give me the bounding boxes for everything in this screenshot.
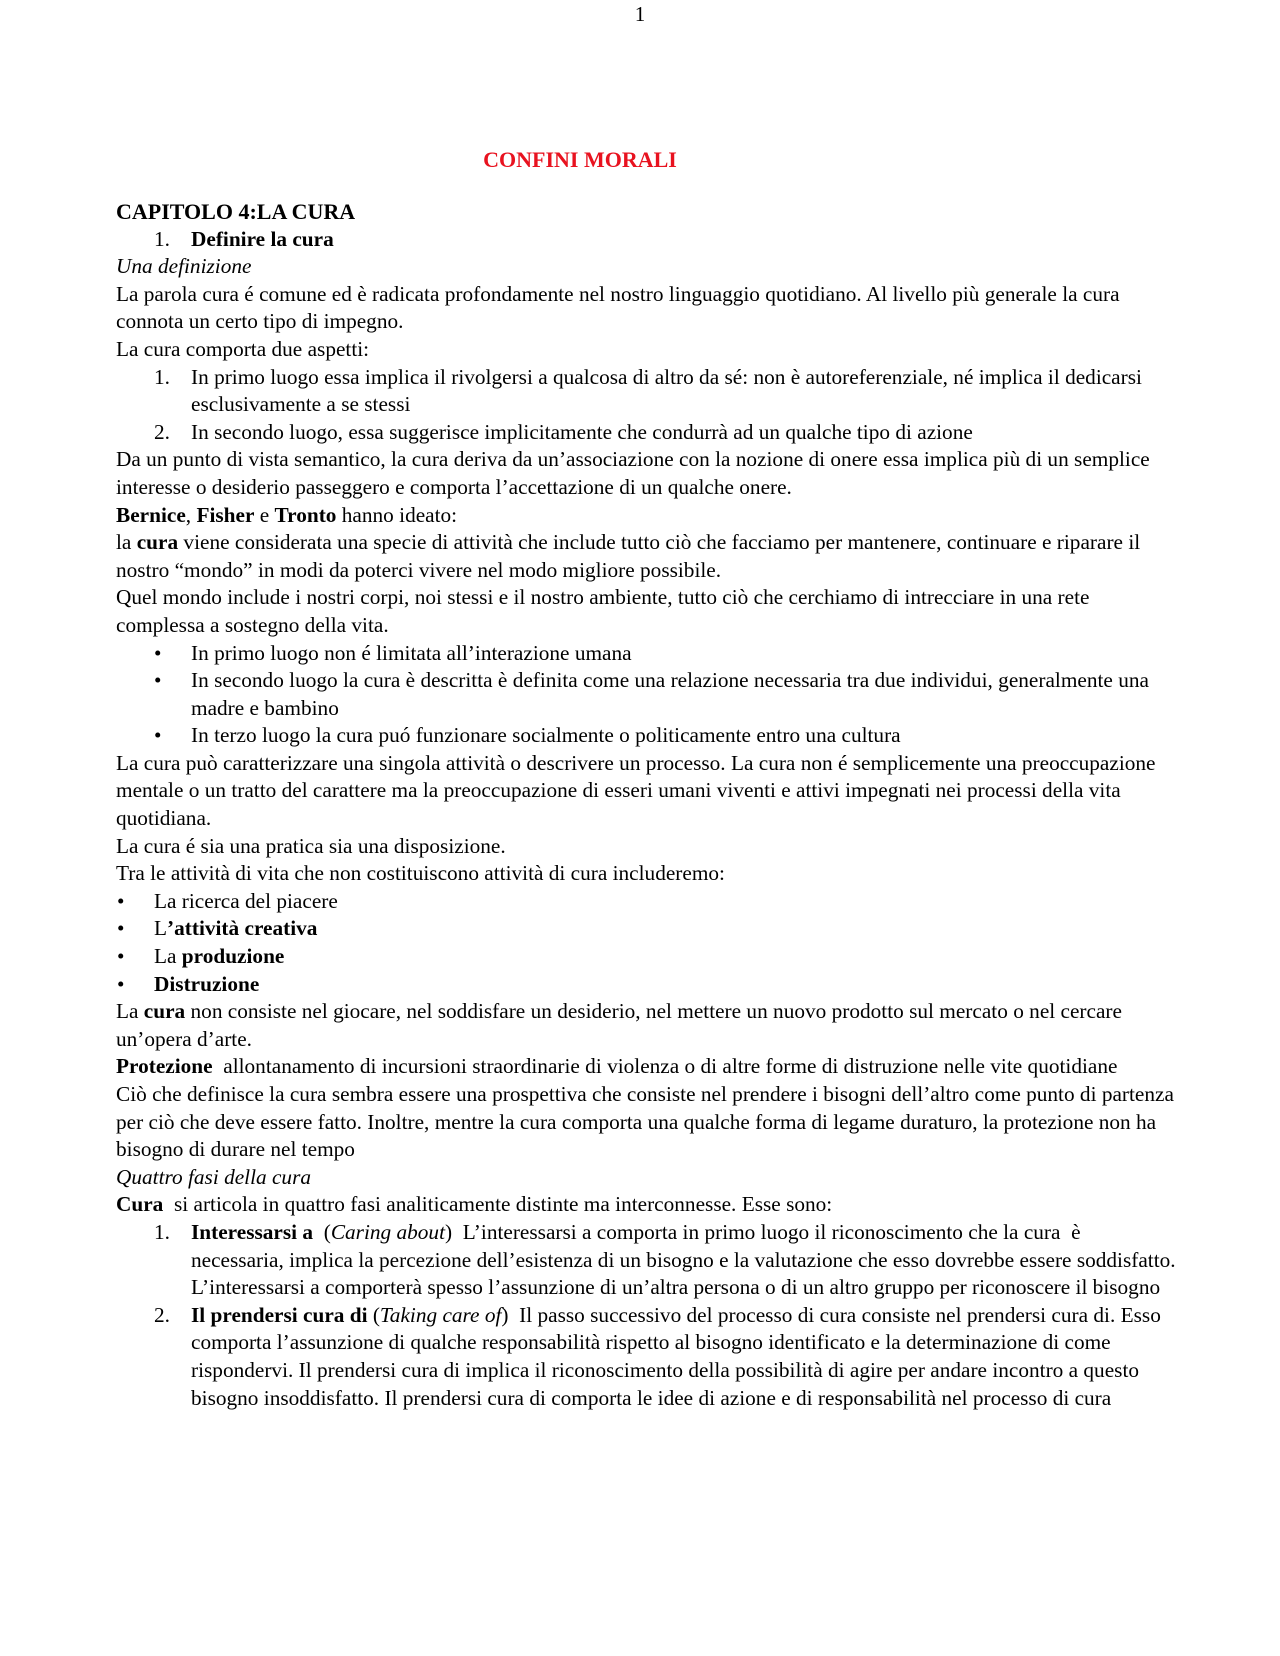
bullet: •	[154, 723, 162, 748]
non-care-item-4	[116, 971, 1176, 999]
page-number: 1	[634, 2, 646, 26]
bullet: •	[117, 888, 125, 913]
section-number: 1.	[154, 226, 170, 251]
list-text: In terzo luogo la cura puó funzionare socialmente o politicamente entro una cultura	[191, 723, 901, 748]
text-run: si articola in quattro fasi analiticamente distinte ma interconnesse. Esse sono:	[163, 1192, 833, 1217]
bold-run: Cura	[116, 1192, 164, 1217]
text-run: (	[313, 1219, 331, 1244]
bold-run: produzione	[181, 944, 285, 969]
phase-title: Il prendersi cura di	[191, 1302, 368, 1327]
non-care-item-1	[116, 888, 1176, 916]
paragraph-3: Da un punto di vista semantico, la cura deriva da un’associazione con la nozione di onere essa implica più di un semplice interesse o desiderio passeggero e comporta l’accettazione di un qualche onere.	[116, 447, 1150, 499]
aspect-item-1	[116, 364, 1176, 419]
aspect-item-2	[116, 419, 1176, 447]
text-run: (	[367, 1302, 380, 1327]
paragraph-9	[116, 998, 1176, 1053]
phase-title: Interessarsi a	[191, 1219, 314, 1244]
paragraph-5: Quel mondo include i nostri corpi, noi stessi e il nostro ambiente, tutto ciò che cerchiamo di intrecciare in una rete complessa a sostegno della vita.	[116, 585, 1090, 637]
paragraph-1: La parola cura é comune ed è radicata profondamente nel nostro linguaggio quotidiano. Al livello più generale la cura connota un certo tipo di impegno.	[116, 281, 1120, 334]
document-body	[116, 198, 1181, 1412]
list-text: L	[154, 916, 168, 941]
text-run: La	[116, 999, 144, 1024]
list-text: In primo luogo essa implica il rivolgersi a qualcosa di altro da sé: non è autoreferenziale, né implica il dedicarsi esclusivamente a se stessi	[191, 364, 1142, 417]
phase-english: Taking care of	[379, 1302, 502, 1327]
bullet: •	[154, 640, 162, 665]
bullet: •	[117, 916, 125, 941]
point-item-3	[116, 722, 1176, 750]
list-number: 2.	[154, 1302, 170, 1327]
list-number: 1.	[154, 1219, 170, 1244]
list-number: 1.	[154, 364, 170, 389]
authors-line	[116, 502, 1176, 530]
separator: ,	[185, 502, 197, 527]
phase-item-2	[116, 1302, 1176, 1412]
paragraph-6: La cura può caratterizzare una singola attività o descrivere un processo. La cura non é semplicemente una preoccupazione mentale o un tratto del carattere ma la preoccupazione di esseri umani viventi e attivi impegnati nei processi della vita quotidiana.	[116, 750, 1156, 831]
paragraph-2: La cura comporta due aspetti:	[116, 336, 370, 361]
bold-run: cura	[143, 999, 186, 1024]
paragraph-11: Ciò che definisce la cura sembra essere una prospettiva che consiste nel prendere i bisogni dell’altro come punto di partenza per ciò che deve essere fatto. Inoltre, mentre la cura comporta una qualche forma di legame duraturo, la protezione non ha bisogno di durare nel tempo	[116, 1082, 1174, 1162]
subheading-fasi: Quattro fasi della cura	[116, 1164, 312, 1189]
text-run: allontanamento di incursioni straordinarie di violenza o di altre forme di distruzione nelle vite quotidiane	[212, 1054, 1118, 1079]
paragraph-7: La cura é sia una pratica sia una disposizione.	[116, 833, 506, 858]
text-run: non consiste nel giocare, nel soddisfare un desiderio, nel mettere un nuovo prodotto sul mercato o nel cercare un’opera d’arte.	[116, 999, 1122, 1051]
paragraph-12	[116, 1191, 1176, 1219]
non-care-item-2	[116, 915, 1176, 943]
text-run: )	[501, 1302, 509, 1327]
phase-text: Il passo successivo del processo di cura consiste nel prendersi cura di. Esso comporta l’assunzione di qualche responsabilità rispetto al bisogno identificato e la determinazione di come rispondervi. Il prendersi cura di implica il riconoscimento della possibilità di agire per andare incontro a questo bisogno insoddisfatto. Il prendersi cura di comporta le idee di azione e di responsabilità nel processo di cura	[191, 1302, 1167, 1410]
chapter-heading: CAPITOLO 4:LA CURA	[116, 199, 356, 224]
phase-text: L’interessarsi a comporta in primo luogo il riconoscimento che la cura è necessaria, implica la percezione dell’esistenza di un bisogno e la valutazione che esso dovrebbe essere soddisfatto. L’interessarsi a comporterà spesso l’assunzione di un’altra persona o di un altro gruppo per riconoscere il bisogno	[191, 1219, 1181, 1300]
bullet: •	[117, 944, 125, 969]
non-care-item-3	[116, 943, 1176, 971]
separator: e	[254, 502, 275, 527]
paragraph-10	[116, 1053, 1176, 1081]
bold-run: Protezione	[116, 1054, 213, 1079]
section-heading-definire	[116, 226, 1176, 254]
author-fisher: Fisher	[196, 502, 255, 527]
list-text: La	[154, 944, 182, 969]
paragraph-4	[116, 529, 1176, 584]
list-text: In secondo luogo, essa suggerisce implicitamente che condurrà ad un qualche tipo di azione	[191, 419, 973, 444]
section-title: Definire la cura	[191, 226, 334, 251]
list-number: 2.	[154, 419, 170, 444]
bold-run: Distruzione	[154, 971, 260, 996]
subheading-definizione: Una definizione	[116, 254, 252, 279]
text-run: la	[116, 530, 137, 555]
point-item-1	[116, 640, 1176, 668]
paragraph-8: Tra le attività di vita che non costituiscono attività di cura includeremo:	[116, 861, 725, 886]
author-bernice: Bernice	[116, 502, 186, 527]
point-item-2	[116, 667, 1176, 722]
document-title: CONFINI MORALI	[483, 147, 677, 172]
author-tronto: Tronto	[274, 502, 337, 527]
bold-run: ’attività creativa	[167, 916, 318, 941]
list-text: In primo luogo non é limitata all’interazione umana	[191, 640, 632, 665]
authors-rest: hanno ideato:	[336, 502, 458, 527]
bullet: •	[154, 668, 162, 693]
list-text: La ricerca del piacere	[154, 888, 338, 913]
phase-item-1	[116, 1219, 1181, 1302]
text-run: viene considerata una specie di attività che include tutto ciò che facciamo per mantenere, continuare e riparare il nostro “mondo” in modi da poterci vivere nel modo migliore possibile.	[116, 530, 1141, 582]
phase-english: Caring about	[330, 1219, 446, 1244]
list-text: In secondo luogo la cura è descritta è definita come una relazione necessaria tra due individui, generalmente una madre e bambino	[191, 668, 1149, 720]
text-run: )	[445, 1219, 453, 1244]
bullet: •	[117, 971, 125, 996]
bold-run: cura	[136, 530, 179, 555]
